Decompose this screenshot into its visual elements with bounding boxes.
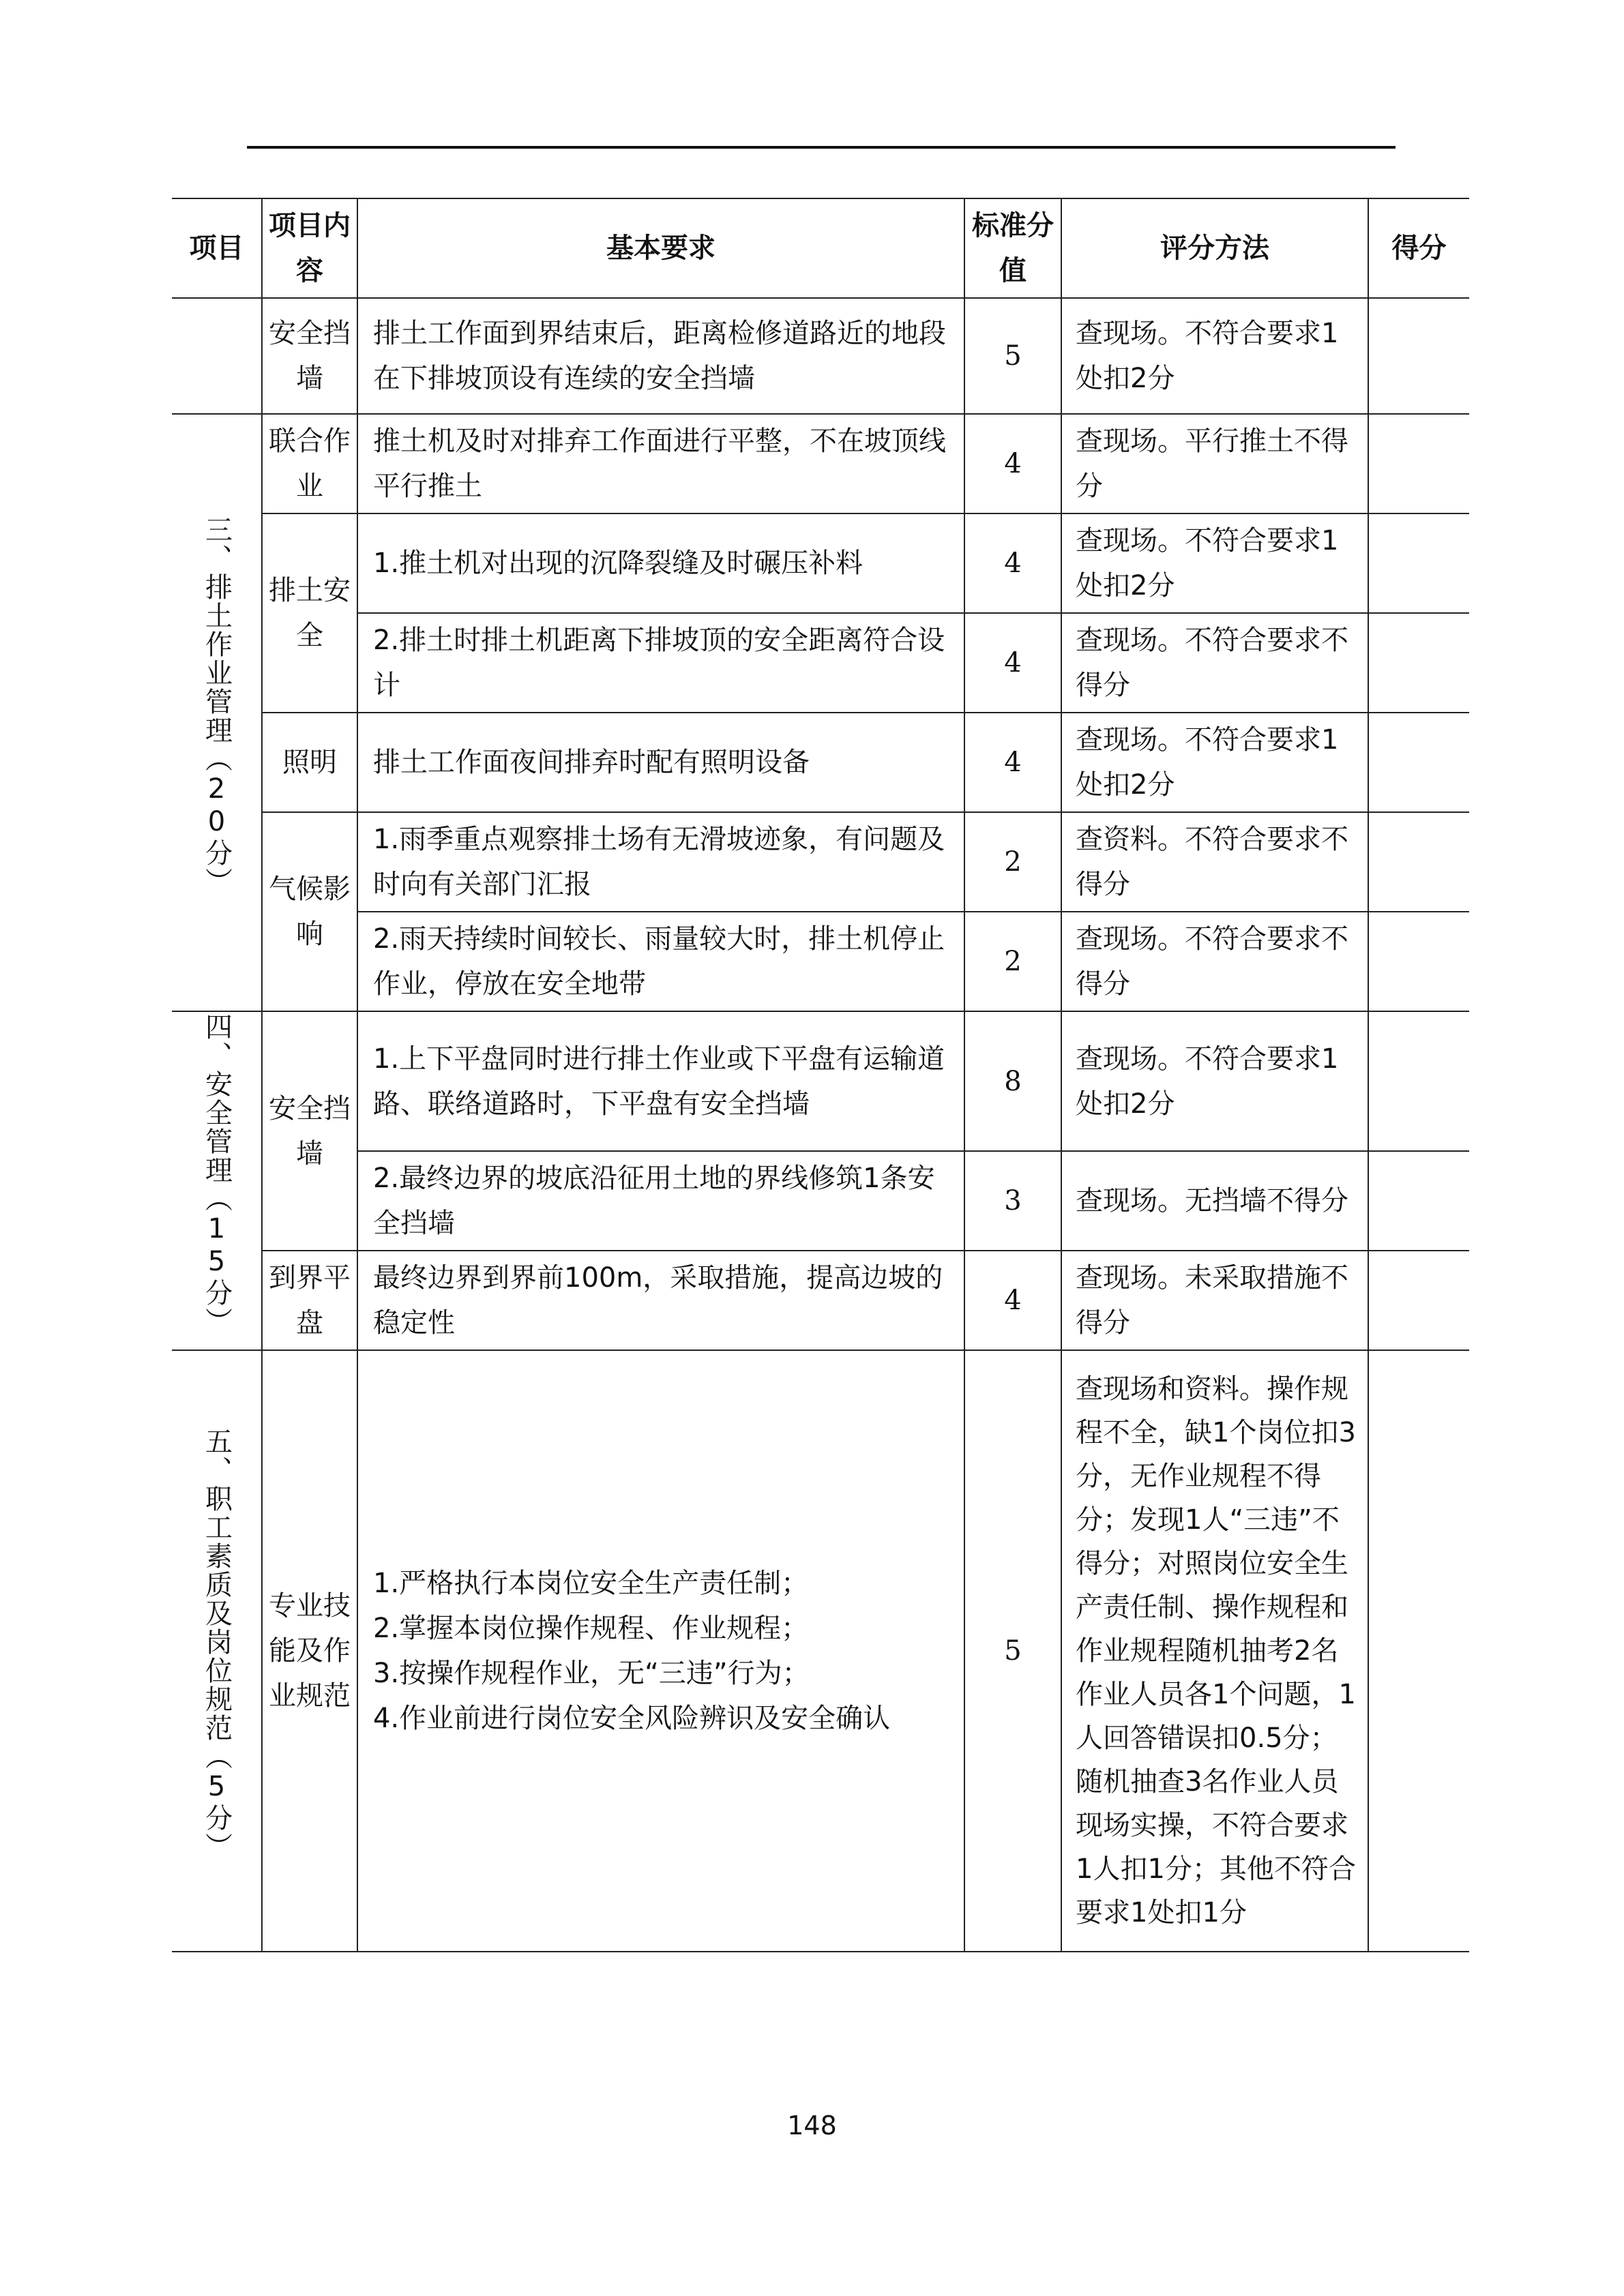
score-cell: 8 xyxy=(964,1011,1061,1151)
table-row xyxy=(172,912,1469,1011)
project-cell-empty xyxy=(172,298,262,414)
got-cell[interactable] xyxy=(1368,298,1469,414)
requirement-line: 4.作业前进行岗位安全风险辨识及安全确认 xyxy=(373,1703,891,1734)
header-method: 评分方法 xyxy=(1061,198,1368,298)
project-label: 四、安全管理（15分） xyxy=(201,1012,233,1336)
got-cell[interactable] xyxy=(1368,414,1469,513)
table-row xyxy=(172,513,1469,613)
table-row xyxy=(172,812,1469,912)
table-row xyxy=(172,713,1469,812)
content-cell: 专业技能及作业规范 xyxy=(262,1350,357,1952)
requirement-cell: 2.雨天持续时间较长、雨量较大时，排土机停止作业，停放在安全地带 xyxy=(357,912,964,1011)
content-cell: 联合作业 xyxy=(262,414,357,513)
header-requirement: 基本要求 xyxy=(357,198,964,298)
requirement-cell: 排土工作面到界结束后，距离检修道路近的地段在下排坡顶设有连续的安全挡墙 xyxy=(357,298,964,414)
requirement-cell: 排土工作面夜间排弃时配有照明设备 xyxy=(357,713,964,812)
got-cell[interactable] xyxy=(1368,1151,1469,1251)
header-got: 得分 xyxy=(1368,198,1469,298)
requirement-line: 1.严格执行本岗位安全生产责任制； xyxy=(373,1568,809,1599)
requirement-cell: 2.最终边界的坡底沿征用土地的界线修筑1条安全挡墙 xyxy=(357,1151,964,1251)
requirement-line: 2.掌握本岗位操作规程、作业规程； xyxy=(373,1613,809,1644)
method-cell: 查现场和资料。操作规程不全，缺1个岗位扣3分，无作业规程不得分；发现1人“三违”不得分；对照岗位安全生产责任制、操作规程和作业规程随机抽考2名作业人员各1个问题，1人回答错误扣0.5分；随机抽查3名作业人员现场实操，不符合要求1人扣1分；其他不符合要求1处扣1分 xyxy=(1061,1350,1368,1952)
header-project: 项目 xyxy=(172,198,262,298)
table-row xyxy=(172,1251,1469,1350)
method-cell: 查现场。不符合要求1处扣2分 xyxy=(1061,298,1368,414)
header-rule xyxy=(247,146,1396,149)
table-row xyxy=(172,414,1469,513)
project-label: 三、排土作业管理（20分） xyxy=(201,516,233,896)
got-cell[interactable] xyxy=(1368,1251,1469,1350)
project-cell-section3 xyxy=(172,414,262,1011)
got-cell[interactable] xyxy=(1368,1350,1469,1952)
got-cell[interactable] xyxy=(1368,713,1469,812)
score-cell: 5 xyxy=(964,1350,1061,1952)
method-cell: 查现场。不符合要求不得分 xyxy=(1061,912,1368,1011)
requirement-cell xyxy=(357,1350,964,1952)
method-cell: 查现场。无挡墙不得分 xyxy=(1061,1151,1368,1251)
table-row xyxy=(172,1350,1469,1952)
score-cell: 5 xyxy=(964,298,1061,414)
requirement-cell: 1.雨季重点观察排土场有无滑坡迹象，有问题及时向有关部门汇报 xyxy=(357,812,964,912)
content-cell: 气候影响 xyxy=(262,812,357,1011)
page-number: 148 xyxy=(787,2111,837,2141)
score-cell: 3 xyxy=(964,1151,1061,1251)
content-cell: 安全挡墙 xyxy=(262,1011,357,1251)
score-cell: 4 xyxy=(964,713,1061,812)
requirement-cell: 2.排土时排土机距离下排坡顶的安全距离符合设计 xyxy=(357,613,964,713)
requirement-cell: 1.上下平盘同时进行排土作业或下平盘有运输道路、联络道路时，下平盘有安全挡墙 xyxy=(357,1011,964,1151)
score-cell: 4 xyxy=(964,513,1061,613)
score-cell: 2 xyxy=(964,912,1061,1011)
project-label: 五、职工素质及岗位规范（5分） xyxy=(201,1427,233,1861)
method-cell: 查现场。未采取措施不得分 xyxy=(1061,1251,1368,1350)
score-cell: 4 xyxy=(964,613,1061,713)
content-cell: 照明 xyxy=(262,713,357,812)
got-cell[interactable] xyxy=(1368,613,1469,713)
table-row xyxy=(172,1011,1469,1151)
scoring-table xyxy=(172,198,1469,1952)
content-cell: 安全挡墙 xyxy=(262,298,357,414)
requirement-cell: 1.推土机对出现的沉降裂缝及时碾压补料 xyxy=(357,513,964,613)
score-cell: 4 xyxy=(964,1251,1061,1350)
score-cell: 2 xyxy=(964,812,1061,912)
got-cell[interactable] xyxy=(1368,812,1469,912)
score-cell: 4 xyxy=(964,414,1061,513)
method-cell: 查现场。不符合要求1处扣2分 xyxy=(1061,1011,1368,1151)
requirement-cell: 推土机及时对排弃工作面进行平整，不在坡顶线平行推土 xyxy=(357,414,964,513)
method-cell: 查现场。不符合要求1处扣2分 xyxy=(1061,513,1368,613)
content-cell: 到界平盘 xyxy=(262,1251,357,1350)
project-cell-section5 xyxy=(172,1350,262,1952)
project-cell-section4 xyxy=(172,1011,262,1350)
requirement-line: 3.按操作规程作业，无“三违”行为； xyxy=(373,1658,810,1689)
method-cell: 查现场。不符合要求不得分 xyxy=(1061,613,1368,713)
requirement-cell: 最终边界到界前100m，采取措施，提高边坡的稳定性 xyxy=(357,1251,964,1350)
content-cell: 排土安全 xyxy=(262,513,357,713)
got-cell[interactable] xyxy=(1368,1011,1469,1151)
header-content: 项目内容 xyxy=(262,198,357,298)
table-header-row xyxy=(172,198,1469,298)
got-cell[interactable] xyxy=(1368,513,1469,613)
method-cell: 查资料。不符合要求不得分 xyxy=(1061,812,1368,912)
table-row xyxy=(172,1151,1469,1251)
got-cell[interactable] xyxy=(1368,912,1469,1011)
table-row xyxy=(172,298,1469,414)
table-row xyxy=(172,613,1469,713)
method-cell: 查现场。不符合要求1处扣2分 xyxy=(1061,713,1368,812)
method-cell: 查现场。平行推土不得分 xyxy=(1061,414,1368,513)
header-score: 标准分值 xyxy=(964,198,1061,298)
